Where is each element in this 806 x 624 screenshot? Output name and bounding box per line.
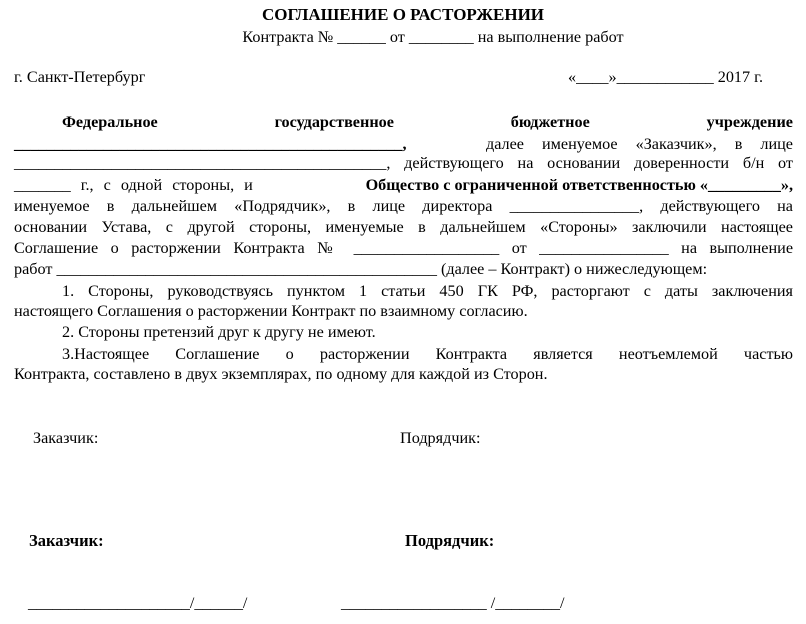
customer-signature-heading: Заказчик: xyxy=(29,531,104,550)
contractor-signature-line: __________________ /________/ xyxy=(341,594,565,612)
body-line-5: именуемое в дальнейшем «Подрядчик», в лице директора ________________, действующего на xyxy=(14,197,793,215)
customer-alias-text: далее именуемое «Заказчик», в лице xyxy=(485,135,793,153)
clause-2: 2. Стороны претензий друг к другу не имеют. xyxy=(62,323,376,341)
comma: , xyxy=(788,176,793,194)
customer-name-blank: ________________________________________________ xyxy=(14,135,403,153)
body-line-1 xyxy=(62,112,793,132)
body-line-7: Соглашение о расторжении Контракта № __________________ от ________________ на выполнение xyxy=(14,239,793,257)
customer-label: Заказчик: xyxy=(33,429,99,447)
body-line-2 xyxy=(14,134,793,154)
clause-1-line-2: настоящего Соглашения о расторжении Контракт по взаимному согласию. xyxy=(14,302,528,320)
place-text: г. Санкт-Петербург xyxy=(14,68,146,86)
body-line-8: работ _______________________________________________ (далее – Контракт) о нижеследующем: xyxy=(14,260,708,278)
body-line-4 xyxy=(14,175,793,195)
contractor-label: Подрядчик: xyxy=(400,429,481,447)
contractor-org-name: Общество с ограниченной ответственностью «_________» xyxy=(365,176,789,194)
word-institution: учреждение xyxy=(706,113,793,131)
clause-3-line-1: 3.Настоящее Соглашение о расторжении Контракта является неотъемлемой частью xyxy=(62,345,793,363)
date-text: «____»____________ 2017 г. xyxy=(568,68,764,86)
document-subtitle: Контракта № ______ от ________ на выполнение работ xyxy=(242,28,624,46)
word-federal: Федеральное xyxy=(62,113,158,131)
body-line-3: ______________________________________________, действующего на основании доверенности б/н от xyxy=(14,154,793,172)
clause-3-line-2: Контракта, составлено в двух экземплярах, по одному для каждой из Сторон. xyxy=(14,365,548,383)
word-budget: бюджетное xyxy=(510,113,590,131)
comma: , xyxy=(402,135,407,153)
date-and-party-text: _______ г., с одной стороны, и xyxy=(14,176,253,194)
body-line-6: основании Устава, с другой стороны, именуемые в дальнейшем «Стороны» заключили настоящее xyxy=(14,218,793,236)
word-state: государственное xyxy=(274,113,394,131)
document-title: СОГЛАШЕНИЕ О РАСТОРЖЕНИИ xyxy=(261,5,545,24)
clause-1-line-1: 1. Стороны, руководствуясь пунктом 1 статьи 450 ГК РФ, расторгают с даты заключения xyxy=(62,282,793,300)
customer-signature-line: ____________________/______/ xyxy=(28,594,248,612)
contractor-signature-heading: Подрядчик: xyxy=(405,531,495,550)
